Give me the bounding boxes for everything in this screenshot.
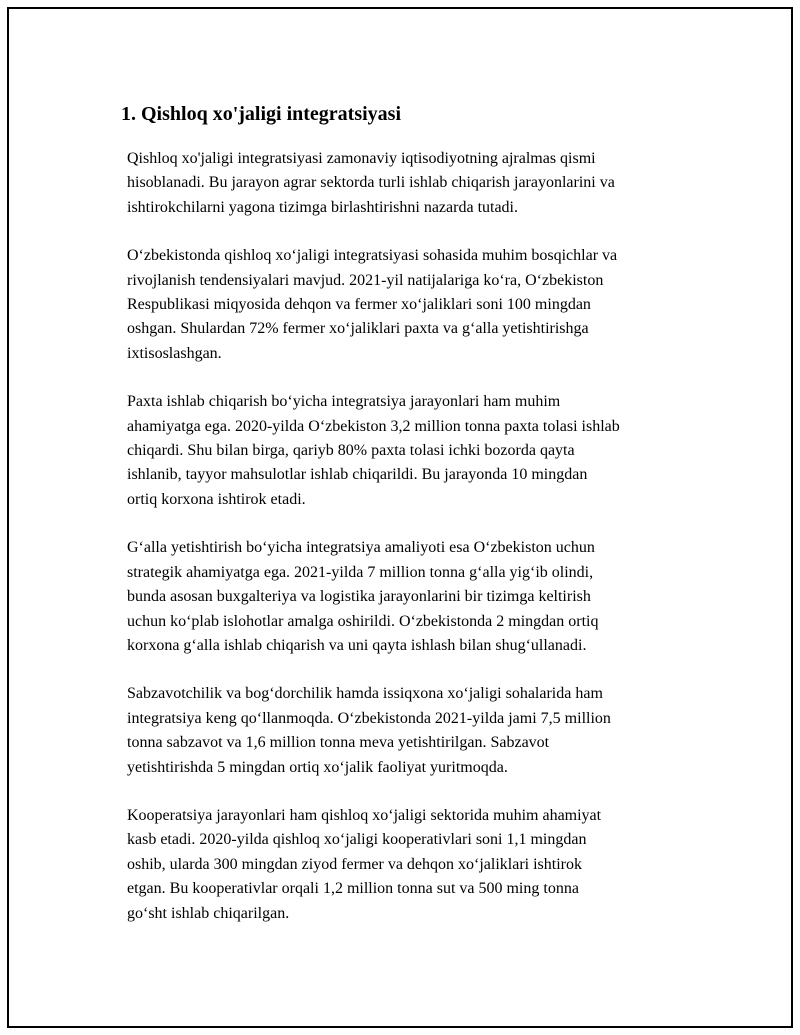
- paragraph-farms: O‘zbekistonda qishloq xo‘jaligi integratsiyasi sohasida muhim bosqichlar va rivojlanish tendensiyalari mavjud. 2021-yil natijalariga ko‘ra, O‘zbekiston Respublikasi miqyosida dehqon va fermer xo‘jaliklari soni 100 mingdan oshgan. Shulardan 72% fermer xo‘jaliklari paxta va g‘alla yetishtirishga ixtisoslashgan.: [127, 247, 618, 362]
- paragraph-cotton: Paxta ishlab chiqarish bo‘yicha integratsiya jarayonlari ham muhim ahamiyatga ega. 2020-yilda O‘zbekiston 3,2 million tonna paxta tolasi ishlab chiqardi. Shu bilan birga, qariyb 80% paxta tolasi ichki bozorda qayta ishlanib, tayyor mahsulotlar ishlab chiqarildi. Bu jarayonda 10 mingdan ortiq korxona ishtirok etadi.: [127, 393, 620, 508]
- document-body: [119, 99, 709, 950]
- paragraph-intro: Qishloq xo'jaligi integratsiyasi zamonaviy iqtisodiyotning ajralmas qismi hisoblanadi. Bu jarayon agrar sektorda turli ishlab chiqarish jarayonlarini va ishtirokchilarni yagona tizimga birlashtirishni nazarda tutadi.: [127, 150, 615, 216]
- section-heading: 1. Qishloq xo'jaligi integratsiyasi: [121, 103, 402, 125]
- paragraph-vegetables: Sabzavotchilik va bog‘dorchilik hamda issiqxona xo‘jaligi sohalarida ham integratsiya keng qo‘llanmoqda. O‘zbekistonda 2021-yilda jami 7,5 million tonna sabzavot va 1,6 million tonna meva yetishtirilgan. Sabzavot yetishtirishda 5 mingdan ortiq xo‘jalik faoliyat yuritmoqda.: [127, 685, 611, 776]
- page-frame: [7, 7, 793, 1028]
- paragraph-grain: G‘alla yetishtirish bo‘yicha integratsiya amaliyoti esa O‘zbekiston uchun strategik ahamiyatga ega. 2021-yilda 7 million tonna g‘alla yig‘ib olindi, bunda asosan buxgalteriya va logistika jarayonlarini bir tizimga keltirish uchun ko‘plab islohotlar amalga oshirildi. O‘zbekistonda 2 mingdan ortiq korxona g‘alla ishlab chiqarish va uni qayta ishlash bilan shug‘ullanadi.: [127, 539, 599, 654]
- paragraph-cooperatives: Kooperatsiya jarayonlari ham qishloq xo‘jaligi sektorida muhim ahamiyat kasb etadi. 2020-yilda qishloq xo‘jaligi kooperativlari soni 1,1 mingdan oshib, ularda 300 mingdan ziyod fermer va dehqon xo‘jaliklari ishtirok etgan. Bu kooperativlar orqali 1,2 million tonna sut va 500 ming tonna go‘sht ishlab chiqarilgan.: [127, 806, 602, 922]
